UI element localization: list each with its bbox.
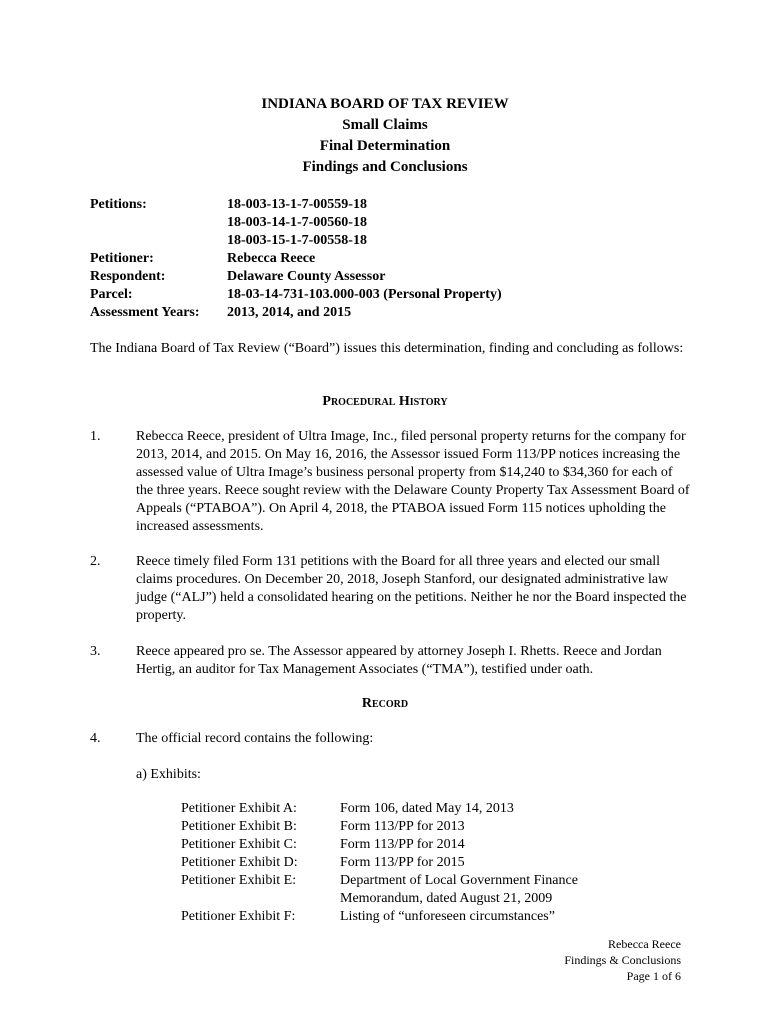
exhibit-label: Petitioner Exhibit F:	[181, 909, 296, 924]
page-footer	[564, 936, 681, 984]
paragraph-4	[90, 730, 690, 748]
exhibit-description: Listing of “unforeseen circumstances”	[340, 909, 555, 924]
footer-party: Rebecca Reece	[608, 937, 681, 951]
title-line-board: INDIANA BOARD OF TAX REVIEW	[261, 96, 509, 112]
assessment-years-value: 2013, 2014, and 2015	[227, 305, 352, 320]
footer-page-number: Page 1 of 6	[626, 969, 681, 983]
exhibit-description: Form 113/PP for 2013	[340, 819, 465, 834]
title-line-final-determination: Final Determination	[319, 138, 451, 154]
petitioner-label: Petitioner:	[90, 251, 154, 266]
title-line-findings: Findings and Conclusions	[302, 159, 468, 175]
exhibit-label: Petitioner Exhibit B:	[181, 819, 297, 834]
exhibit-label: Petitioner Exhibit E:	[181, 873, 297, 888]
paragraph-number: 3.	[90, 644, 101, 659]
paragraph-text: The official record contains the following:	[136, 731, 374, 746]
paragraph-1	[90, 428, 690, 536]
respondent-value: Delaware County Assessor	[227, 269, 386, 284]
paragraph-text: Rebecca Reece, president of Ultra Image, Inc., filed personal property returns for the company for 2013, 2014, and 2015. On May 16, 2016, the Assessor issued Form 113/PP notices increasing the assessed value of Ultra Image’s business personal property from $14,240 to $34,360 for each of the three years. Reece sought review with the Delaware County Property Tax Assessment Board of Appeals (“PTABOA”). On April 4, 2018, the PTABOA issued Form 115 notices upholding the increased assessments.	[136, 429, 690, 534]
paragraph-text: Reece appeared pro se. The Assessor appeared by attorney Joseph I. Rhetts. Reece and Jordan Hertig, an auditor for Tax Management Associates (“TMA”), testified under oath.	[136, 644, 662, 677]
exhibit-list	[181, 800, 610, 926]
paragraph-2	[90, 553, 690, 625]
exhibit-row	[181, 872, 610, 908]
petitioner-value: Rebecca Reece	[227, 251, 316, 266]
footer-doc-title: Findings & Conclusions	[564, 953, 681, 967]
parcel-label: Parcel:	[90, 287, 133, 302]
exhibit-row	[181, 836, 610, 854]
intro-paragraph: The Indiana Board of Tax Review (“Board”) issues this determination, finding and concluding as follows:	[90, 341, 684, 356]
petition-number: 18-003-13-1-7-00559-18	[227, 197, 367, 212]
exhibit-label: Petitioner Exhibit A:	[181, 801, 297, 816]
exhibit-description: Form 113/PP for 2014	[340, 837, 465, 852]
petition-number: 18-003-14-1-7-00560-18	[227, 215, 367, 230]
exhibits-subheading: a) Exhibits:	[136, 767, 201, 782]
exhibit-label: Petitioner Exhibit D:	[181, 855, 298, 870]
procedural-history-heading: Procedural History	[322, 394, 448, 409]
exhibit-row	[181, 908, 610, 926]
case-caption	[90, 196, 502, 322]
petition-number: 18-003-15-1-7-00558-18	[227, 233, 367, 248]
exhibit-row	[181, 818, 610, 836]
paragraph-number: 2.	[90, 554, 101, 569]
paragraph-number: 4.	[90, 731, 101, 746]
parcel-value: 18-03-14-731-103.000-003 (Personal Property)	[227, 287, 502, 302]
exhibit-row	[181, 854, 610, 872]
title-line-small-claims: Small Claims	[342, 117, 428, 133]
paragraph-3	[90, 643, 690, 679]
exhibit-label: Petitioner Exhibit C:	[181, 837, 297, 852]
assessment-years-label: Assessment Years:	[90, 305, 200, 320]
document-title	[0, 94, 770, 178]
paragraph-text: Reece timely filed Form 131 petitions with the Board for all three years and elected our small claims procedures. On December 20, 2018, Joseph Stanford, our designated administrative law judge (“ALJ”) held a consolidated hearing on the petitions. Neither he nor the Board inspected the property.	[136, 554, 687, 623]
exhibit-row	[181, 800, 610, 818]
exhibit-description: Department of Local Government Finance Memorandum, dated August 21, 2009	[340, 873, 578, 906]
record-heading: Record	[361, 696, 409, 711]
exhibit-description: Form 106, dated May 14, 2013	[340, 801, 514, 816]
exhibit-description: Form 113/PP for 2015	[340, 855, 465, 870]
paragraph-number: 1.	[90, 429, 101, 444]
petitions-label: Petitions:	[90, 197, 147, 212]
respondent-label: Respondent:	[90, 269, 166, 284]
